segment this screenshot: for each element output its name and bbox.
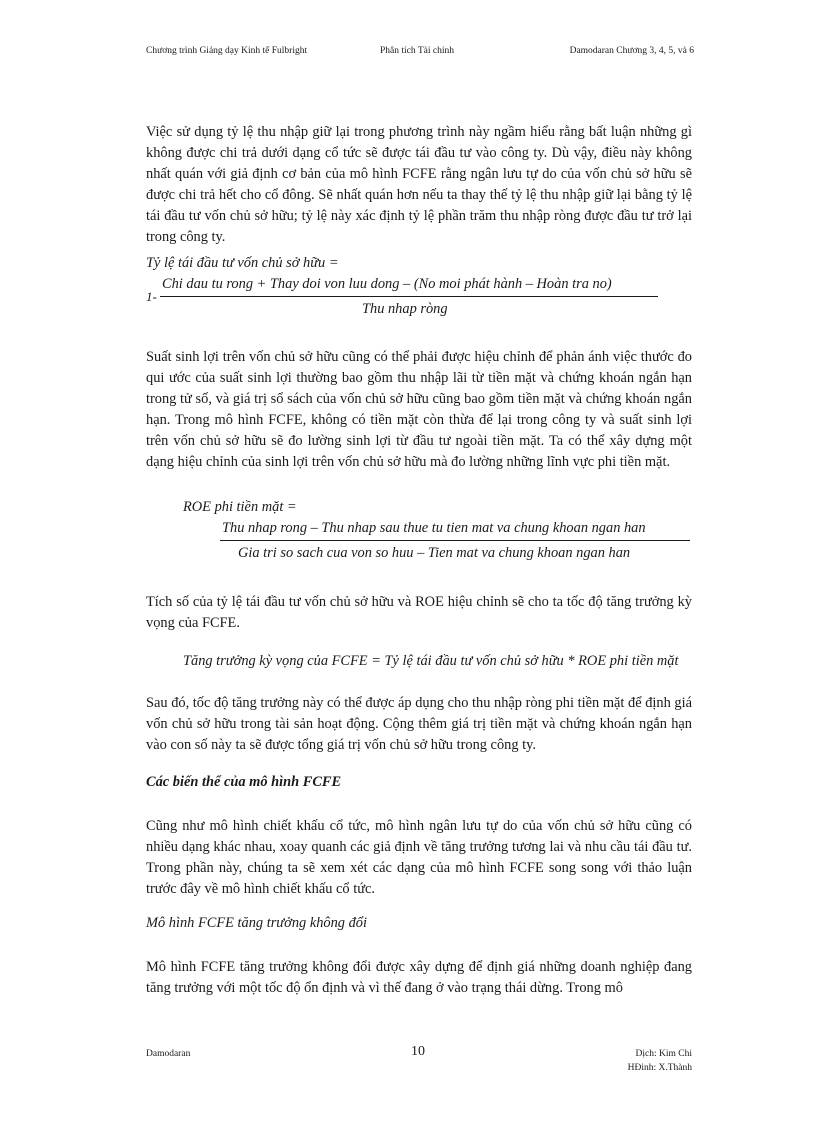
paragraph-constant-growth: Mô hình FCFE tăng trưởng không đổi được xây dựng để định giá những doanh nghiệp đang tăng trưởng với một tốc độ ổn định và vì thế đang ở vào trạng thái dừng. Trong mô: [146, 959, 692, 996]
footer-editor: HĐinh: X.Thành: [627, 1063, 692, 1073]
header-right: Damodaran Chương 3, 4, 5, và 6: [569, 46, 694, 56]
formula-reinvestment-denominator: Thu nhap ròng: [362, 301, 448, 317]
formula-expected-growth: Tăng trưởng kỳ vọng của FCFE = Tỷ lệ tái đầu tư vốn chủ sở hữu * ROE phi tiền mặt: [183, 653, 679, 669]
formula-reinvestment-label: Tỷ lệ tái đầu tư vốn chủ sở hữu =: [146, 255, 339, 271]
formula-reinvestment-numerator: Chi dau tu rong + Thay doi von luu dong – (No moi phát hành – Hoàn tra no): [162, 276, 612, 292]
formula-roe-label: ROE phi tiền mặt =: [183, 499, 297, 515]
paragraph-retention-ratio: Việc sử dụng tỷ lệ thu nhập giữ lại trong phương trình này ngầm hiểu rằng bất luận những gì không được chi trả dưới dạng cổ tức sẽ được tái đầu tư vào công ty. Dù vậy, điều này không nhất quán với giả định cơ bản của mô hình FCFE rằng ngân lưu tự do của vốn chủ sở hữu sẽ được chi trả hết cho cổ đông. Sẽ nhất quán hơn nếu ta thay thế tỷ lệ thu nhập giữ lại bằng tỷ lệ tái đầu tư vốn chủ sở hữu; tỷ lệ này xác định tỷ lệ phần trăm thu nhập ròng được đầu tư trở lại trong công ty.: [146, 124, 692, 245]
heading-fcfe-variants: Các biến thể của mô hình FCFE: [146, 774, 342, 790]
paragraph-fcfe-variants: Cũng như mô hình chiết khấu cổ tức, mô hình ngân lưu tự do của vốn chủ sở hữu cũng có nhiều dạng khác nhau, xoay quanh các giả định về tăng trưởng tương lai và nhu cầu tái đầu tư. Trong phần này, chúng ta sẽ xem xét các dạng của mô hình FCFE song song với thảo luận trước đây về mô hình chiết khấu cổ tức.: [146, 818, 692, 897]
paragraph-roe-adjustment: Suất sinh lợi trên vốn chủ sở hữu cũng có thể phải được hiệu chỉnh để phản ánh việc thước đo qui ước của suất sinh lợi thường bao gồm thu nhập lãi từ tiền mặt và chứng khoán ngắn hạn trong tử số, và giá trị sổ sách của vốn chủ sở hữu cũng bao gồm tiền mặt và chứng khoán ngắn hạn. Trong mô hình FCFE, không có tiền mặt còn thừa để lại trong công ty và suất sinh lợi trên vốn chủ sở hữu sẽ đo lường sinh lợi từ đầu tư ngoài tiền mặt. Ta có thể xây dựng một dạng hiệu chỉnh của sinh lợi trên vốn chủ sở hữu mà đo lường những lĩnh vực phi tiền mặt.: [146, 349, 692, 470]
page-number: 10: [411, 1044, 425, 1059]
formula-reinvestment-fraction-bar: [160, 296, 658, 297]
header-left: Chương trình Giảng dạy Kinh tế Fulbright: [146, 46, 308, 56]
footer-author: Damodaran: [146, 1049, 191, 1059]
formula-roe-numerator: Thu nhap rong – Thu nhap sau thue tu tien mat va chung khoan ngan han: [222, 520, 646, 536]
formula-roe-denominator: Gia tri so sach cua von so huu – Tien mat va chung khoan ngan han: [238, 545, 631, 561]
paragraph-apply-growth: Sau đó, tốc độ tăng trưởng này có thể được áp dụng cho thu nhập ròng phi tiền mặt để định giá vốn chủ sở hữu trong tài sản hoạt động. Cộng thêm giá trị tiền mặt và chứng khoán ngắn hạn vào con số này ta sẽ được tổng giá trị vốn chủ sở hữu trong công ty.: [146, 695, 692, 753]
formula-roe-fraction-bar: [220, 540, 690, 541]
footer-translator: Dịch: Kim Chi: [635, 1049, 692, 1059]
subheading-constant-growth: Mô hình FCFE tăng trưởng không đổi: [146, 915, 367, 931]
formula-reinvestment-prefix: 1-: [146, 289, 157, 304]
header-center: Phân tích Tài chính: [380, 46, 454, 56]
paragraph-growth-product: Tích số của tỷ lệ tái đầu tư vốn chủ sở hữu và ROE hiệu chỉnh sẽ cho ta tốc độ tăng trưởng kỳ vọng của FCFE.: [146, 594, 692, 631]
